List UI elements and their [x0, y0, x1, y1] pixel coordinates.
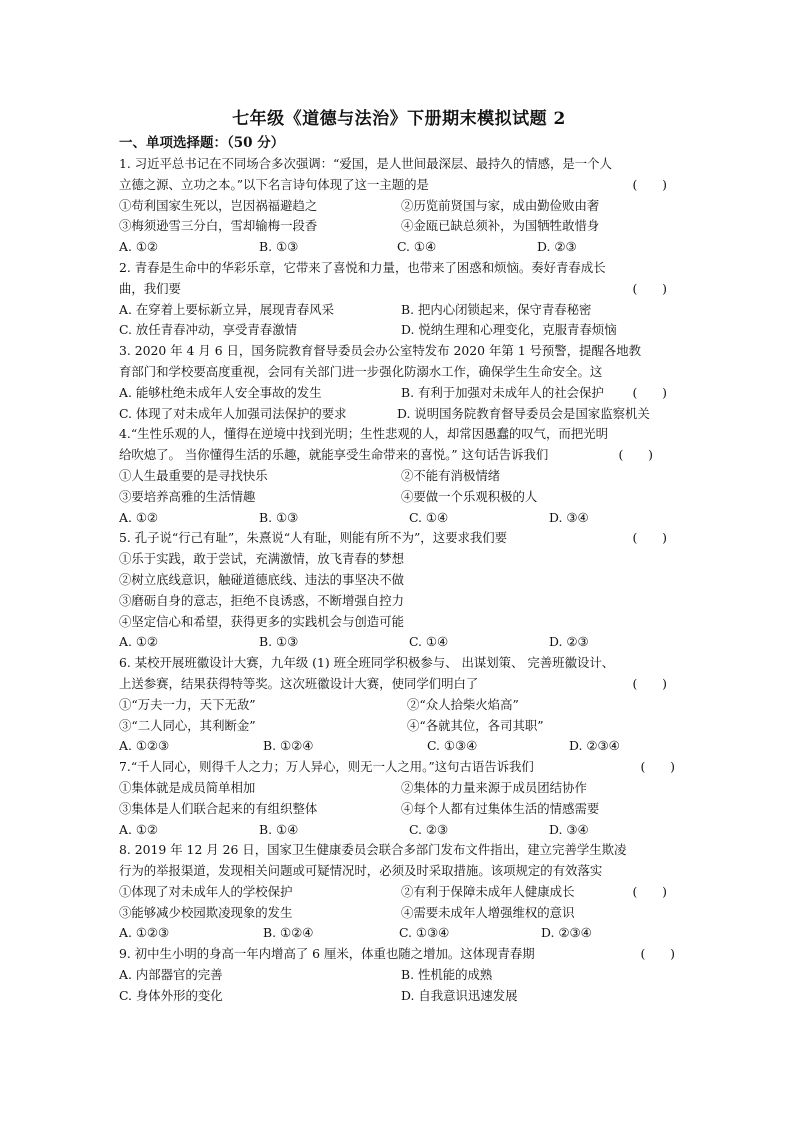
q4-stem-line-1: 4.“生性乐观的人，懂得在逆境中找到光明；生性悲观的人，却常因愚蠢的叹气，而把光明	[119, 426, 608, 442]
q6-stem-line-1: 6. 某校开展班徽设计大赛，九年级 (1) 班全班同学积极参与、 出谋划策、 完善班徽设计、	[119, 655, 615, 671]
q1-option-3: ③梅须逊雪三分白，雪却输梅一段香	[119, 218, 318, 234]
answer-paren: ( )	[632, 384, 667, 400]
q2-choices-row-1	[119, 300, 679, 321]
q4-stem-line-2: 给吹熄了。 当你懂得生活的乐趣，就能享受生命带来的喜悦。” 这句话告诉我们 ( )	[119, 445, 679, 466]
answer-paren: ( )	[632, 530, 667, 546]
q7-choices	[119, 820, 679, 841]
q1-choices	[119, 237, 679, 258]
q2-choice-c: C. 放任青春冲动，享受青春激情	[119, 322, 297, 338]
q7-stem-line-1: 7.“千人同心，则得千人之力；万人异心，则无一人之用。”这句古语告诉我们 ( )	[119, 757, 679, 778]
answer-paren: ( )	[632, 280, 667, 296]
q4-option-4: ④要做一个乐观积极的人	[401, 488, 538, 504]
q4-choices	[119, 508, 679, 529]
q6-choice-c: C. ①③④	[427, 738, 478, 754]
q6-choice-a: A. ①②③	[119, 738, 170, 754]
q1-stem-line-1: 1. 习近平总书记在不同场合多次强调：“爱国，是人世间最深层、最持久的情感，是一个人	[119, 156, 612, 171]
q7-choice-d: D. ③④	[549, 821, 589, 837]
answer-paren: ( )	[632, 176, 667, 192]
answer-paren: ( )	[632, 675, 667, 691]
q5-choice-b: B. ①③	[259, 634, 299, 650]
q3-stem-line-1: 3. 2020 年 4 月 6 日，国务院教育督导委员会办公室特发布 2020 年第 1 号预警，提醒各地教	[119, 343, 642, 359]
q1-choice-a: A. ①②	[119, 239, 159, 255]
q4-option-1: ①人生最重要的是寻找快乐	[119, 467, 268, 483]
q1-option-2: ②历览前贤国与家，成由勤俭败由奢	[401, 197, 600, 213]
q6-choice-b: B. ①②④	[263, 738, 314, 754]
q8-choice-a: A. ①②③	[119, 925, 170, 941]
q3-choices-row-1	[119, 383, 679, 404]
q2-stem-line-1: 2. 青春是生命中的华彩乐章，它带来了喜悦和力量，也带来了困惑和烦恼。奏好青春成长	[119, 259, 606, 275]
q8-options-row-2	[119, 903, 679, 924]
q6-stem-line-2: 上送参赛，结果获得特等奖。这次班徽设计大赛，使同学们明白了 ( )	[119, 674, 679, 695]
q8-options-row-1	[119, 882, 679, 903]
q6-choices	[119, 736, 679, 757]
q5-option-2: ②树立底线意识，触碰道德底线、违法的事坚决不做	[119, 571, 404, 587]
q5-choice-c: C. ①④	[409, 634, 449, 650]
q4-choice-d: D. ③④	[549, 509, 589, 525]
q8-option-4: ④需要未成年人增强维权的意识	[401, 904, 575, 920]
q6-options-row-2	[119, 716, 679, 737]
q1-choice-c: C. ①④	[397, 239, 437, 255]
q1-choice-d: D. ②③	[537, 239, 577, 255]
q5-choice-d: D. ②③	[549, 634, 589, 650]
q8-choices	[119, 923, 679, 944]
q1-option-4: ④金瓯已缺总须补，为国牺牲敢惜身	[401, 218, 600, 234]
q5-option-1: ①乐于实践，敢于尝试，充满激情，放飞青春的梦想	[119, 551, 404, 567]
q9-choice-b: B. 性机能的成熟	[401, 967, 493, 983]
q3-choice-c: C. 体现了对未成年人加强司法保护的要求	[119, 405, 347, 421]
q9-choice-c: C. 身体外形的变化	[119, 987, 223, 1003]
q4-option-3: ③要培养高雅的生活情趣	[119, 488, 256, 504]
q6-option-4: ④“各就其位，各司其职”	[407, 717, 544, 733]
q6-options-row-1	[119, 695, 679, 716]
q7-option-2: ②集体的力量来源于成员团结协作	[401, 779, 587, 795]
q7-options-row-1	[119, 778, 679, 799]
q7-choice-c: C. ②③	[409, 821, 449, 837]
q3-stem-line-2: 育部门和学校要高度重视，会同有关部门进一步强化防溺水工作，确保学生生命安全。这	[119, 363, 603, 379]
q6-option-2: ②“众人拾柴火焰高”	[407, 696, 519, 712]
q3-choice-d: D. 说明国务院教育督导委员会是国家监察机关	[397, 405, 650, 421]
q5-stem-line-1: 5. 孔子说“行己有耻”，朱熹说“人有耻，则能有所不为”，这要求我们要 ( )	[119, 528, 679, 549]
q2-choice-b: B. 把内心闭锁起来，保守青春秘密	[401, 301, 592, 317]
q4-choice-c: C. ①④	[409, 509, 449, 525]
q7-choice-a: A. ①②	[119, 821, 159, 837]
q7-option-4: ④每个人都有过集体生活的情感需要	[401, 800, 600, 816]
q9-choices-row-1	[119, 965, 679, 986]
answer-paren: ( )	[640, 759, 675, 775]
q2-choice-a: A. 在穿着上要标新立异，展现青春风采	[119, 301, 335, 317]
q5-option-4: ④坚定信心和希望，获得更多的实践机会与创造可能	[119, 613, 404, 629]
q8-choice-d: D. ②③④	[541, 925, 592, 941]
exam-title: 七年级《道德与法治》下册期末模拟试题 2	[232, 109, 566, 129]
q6-choice-d: D. ②③④	[569, 738, 620, 754]
q8-stem-line-2: 行为的举报渠道，发现相关问题或可疑情况时，必须及时采取措施。该项规定的有效落实	[119, 863, 603, 879]
q9-choice-a: A. 内部器官的完善	[119, 967, 223, 983]
q8-option-3: ③能够减少校园欺凌现象的发生	[119, 904, 293, 920]
q4-options-row-1	[119, 466, 679, 487]
q2-stem-line-2: 曲，我们要 ( )	[119, 279, 679, 300]
q3-choices-row-2	[119, 404, 679, 425]
q9-stem-line-1: 9. 初中生小明的身高一年内增高了 6 厘米，体重也随之增加。这体现青春期 ( )	[119, 944, 679, 965]
q3-choice-a: A. 能够杜绝未成年人安全事故的发生	[119, 384, 322, 400]
answer-paren: ( )	[632, 883, 667, 899]
q9-choices-row-2	[119, 986, 679, 1007]
q2-choice-d: D. 悦纳生理和心理变化，克服青春烦恼	[401, 322, 617, 338]
q1-options-row-1	[119, 196, 679, 217]
q5-choice-a: A. ①②	[119, 634, 159, 650]
q4-choice-a: A. ①②	[119, 509, 159, 525]
q2-choices-row-2	[119, 320, 679, 341]
q8-choice-b: B. ①②④	[263, 925, 314, 941]
q7-option-3: ③集体是人们联合起来的有组织整体	[119, 800, 318, 816]
q6-option-1: ①“万夫一力，天下无敌”	[119, 696, 256, 712]
q9-choice-d: D. 自我意识迅速发展	[401, 987, 518, 1003]
q7-options-row-2	[119, 799, 679, 820]
q1-stem-line-2: 立德之源、立功之本。”以下名言诗句体现了这一主题的是 ( )	[119, 175, 679, 196]
q1-option-1: ①苟利国家生死以，岂因祸福避趋之	[119, 197, 318, 213]
q8-option-1: ①体现了对未成年人的学校保护	[119, 883, 293, 899]
q7-choice-b: B. ①④	[259, 821, 299, 837]
q5-choices	[119, 632, 679, 653]
q1-options-row-2	[119, 216, 679, 237]
q7-option-1: ①集体就是成员简单相加	[119, 779, 256, 795]
q4-options-row-2	[119, 487, 679, 508]
section-heading: 一、单项选择题：（50 分）	[119, 135, 285, 151]
answer-paren: ( )	[640, 946, 675, 962]
exam-page	[119, 100, 679, 1007]
q8-stem-line-1: 8. 2019 年 12 月 26 日，国家卫生健康委员会联合多部门发布文件指出，建立完善学生欺凌	[119, 842, 627, 858]
q4-option-2: ②不能有消极情绪	[401, 467, 501, 483]
q3-choice-b: B. 有利于加强对未成年人的社会保护	[401, 384, 604, 400]
q5-option-3: ③磨砺自身的意志，拒绝不良诱惑，不断增强自控力	[119, 592, 404, 608]
q4-choice-b: B. ①③	[259, 509, 299, 525]
q6-option-3: ③“二人同心，其利断金”	[119, 717, 256, 733]
q8-choice-c: C. ①③④	[399, 925, 450, 941]
answer-paren: ( )	[618, 447, 653, 463]
q8-option-2: ②有利于保障未成年人健康成长	[401, 883, 575, 899]
q1-choice-b: B. ①③	[259, 239, 299, 255]
